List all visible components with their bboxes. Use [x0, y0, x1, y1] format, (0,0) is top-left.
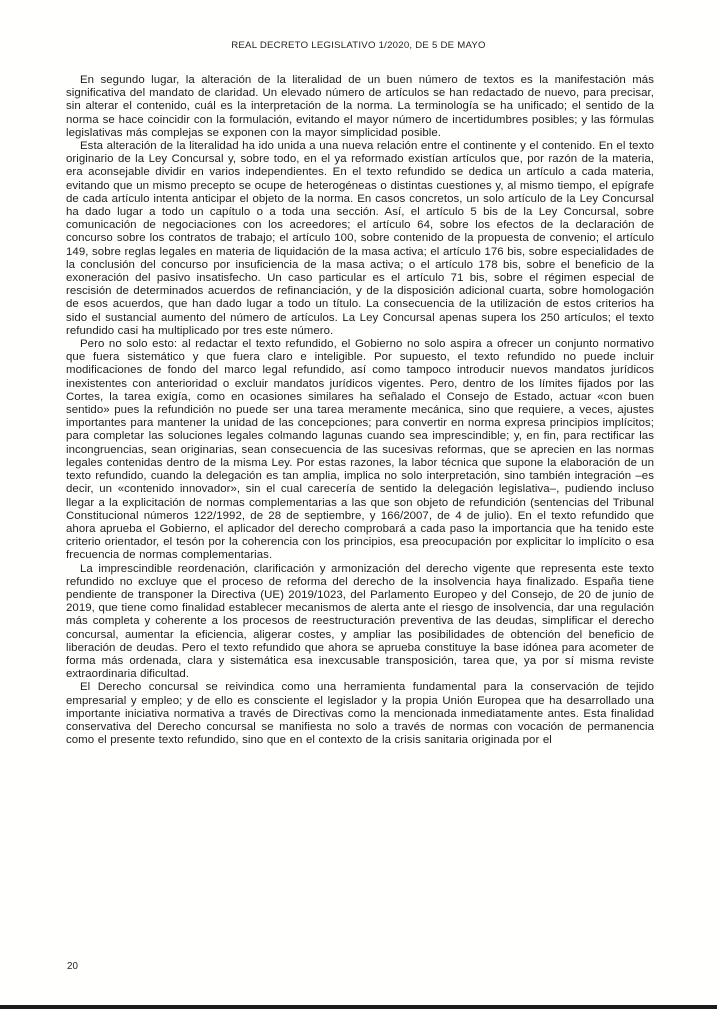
page-number: 20 [67, 961, 78, 972]
body-paragraph: La imprescindible reordenación, clarificación y armonización del derecho vigente que representa este texto refundido no excluye que el proceso de reforma del derecho de la insolvencia haya finalizado. España tiene pendiente de transponer la Directiva (UE) 2019/1023, del Parlamento Europeo y del Consejo, de 20 de junio de 2019, que tiene como finalidad establecer mecanismos de alerta ante el riesgo de insolvencia, dar una regulación más completa y coherente a los procesos de reestructuración preventiva de las deudas, simplificar el derecho concursal, aumentar la eficiencia, aligerar costes, y ampliar las posibilidades de obtención del beneficio de liberación de deudas. Pero el texto refundido que ahora se aprueba constituye la base idónea para acometer de forma más ordenada, clara y sistemática esa inexcusable transposición, tarea que, ya por sí misma reviste extraordinaria dificultad. [66, 562, 654, 681]
body-paragraph: Esta alteración de la literalidad ha ido unida a una nueva relación entre el continente y el contenido. En el texto originario de la Ley Concursal y, sobre todo, en el ya reformado existían artículos que, por razón de la materia, era aconsejable dividir en varios independientes. En el texto refundido se dedica un artículo a cada materia, evitando que un mismo precepto se ocupe de heterogéneas o distintas cuestiones y, al mismo tiempo, el epígrafe de cada artículo intenta anticipar el objeto de la norma. En casos concretos, un solo artículo de la Ley Concursal ha dado lugar a todo un capítulo o a toda una sección. Así, el artículo 5 bis de la Ley Concursal, sobre comunicación de negociaciones con los acreedores; el artículo 64, sobre los efectos de la declaración de concurso sobre los contratos de trabajo; el artículo 100, sobre contenido de la propuesta de convenio; el artículo 149, sobre reglas legales en materia de liquidación de la masa activa; el artículo 176 bis, sobre especialidades de la conclusión del concurso por insuficiencia de la masa activa; o el artículo 178 bis, sobre el beneficio de la exoneración del pasivo insatisfecho. Un caso particular es el artículo 71 bis, sobre el régimen especial de rescisión de determinados acuerdos de refinanciación, y de la disposición adicional cuarta, sobre homologación de esos acuerdos, que han dado lugar a todo un título. La consecuencia de la utilización de estos criterios ha sido el sustancial aumento del número de artículos. La Ley Concursal apenas supera los 250 artículos; el texto refundido casi ha multiplicado por tres este número. [66, 140, 654, 337]
body-text-block [66, 74, 654, 747]
body-paragraph: En segundo lugar, la alteración de la literalidad de un buen número de textos es la manifestación más significativa del mandato de claridad. Un elevado número de artículos se han redactado de nuevo, para precisar, sin alterar el contenido, cuál es la interpretación de la norma. La terminología se ha unificado; el sentido de la norma se hace coincidir con la formulación, evitando el mayor número de incertidumbres posibles; y las fórmulas legislativas más complejas se exponen con la mayor simplicidad posible. [66, 74, 654, 139]
running-header: REAL DECRETO LEGISLATIVO 1/2020, DE 5 DE MAYO [231, 40, 486, 51]
page-bottom-edge [0, 1005, 717, 1009]
body-paragraph: El Derecho concursal se reivindica como una herramienta fundamental para la conservación de tejido empresarial y empleo; y de ello es consciente el legislador y la propia Unión Europea que ha desarrollado una importante iniciativa normativa a través de Directivas como la mencionada inmediatamente antes. Esta finalidad conservativa del Derecho concursal se manifiesta no solo a través de normas con vocación de permanencia como el presente texto refundido, sino que en el contexto de la crisis sanitaria originada por el [66, 681, 654, 747]
body-paragraph: Pero no solo esto: al redactar el texto refundido, el Gobierno no solo aspira a ofrecer un conjunto normativo que fuera sistemático y que fuera claro e inteligible. Por supuesto, el texto refundido no puede incluir modificaciones de fondo del marco legal refundido, así como tampoco introducir nuevos mandatos jurídicos inexistentes con anterioridad o excluir mandatos jurídicos vigentes. Pero, dentro de los límites fijados por las Cortes, la tarea exigía, como en ocasiones similares ha señalado el Consejo de Estado, actuar «con buen sentido» pues la refundición no puede ser una tarea meramente mecánica, sino que requiere, a veces, ajustes importantes para mantener la unidad de las concepciones; para convertir en norma expresa principios implícitos; para completar las soluciones legales colmando lagunas cuando sea imprescindible; y, en fin, para rectificar las incongruencias, sean originarias, sean consecuencia de las sucesivas reformas, que se aprecien en las normas legales contenidas dentro de la misma Ley. Por estas razones, la labor técnica que supone la elaboración de un texto refundido, cuando la delegación es tan amplia, implica no solo interpretación, sino también integración –es decir, un «contenido innovador», sin el cual carecería de sentido la delegación legislativa–, pudiendo incluso llegar a la explicitación de normas complementarias a las que son objeto de refundición (sentencias del Tribunal Constitucional números 122/1992, de 28 de septiembre, y 166/2007, de 4 de julio). En el texto refundido que ahora aprueba el Gobierno, el aplicador del derecho comprobará a cada paso la importancia que ha tenido este criterio orientador, el tesón por la coherencia con los principios, esa preocupación por explicitar lo implícito o esa frecuencia de normas complementarias. [66, 338, 654, 562]
